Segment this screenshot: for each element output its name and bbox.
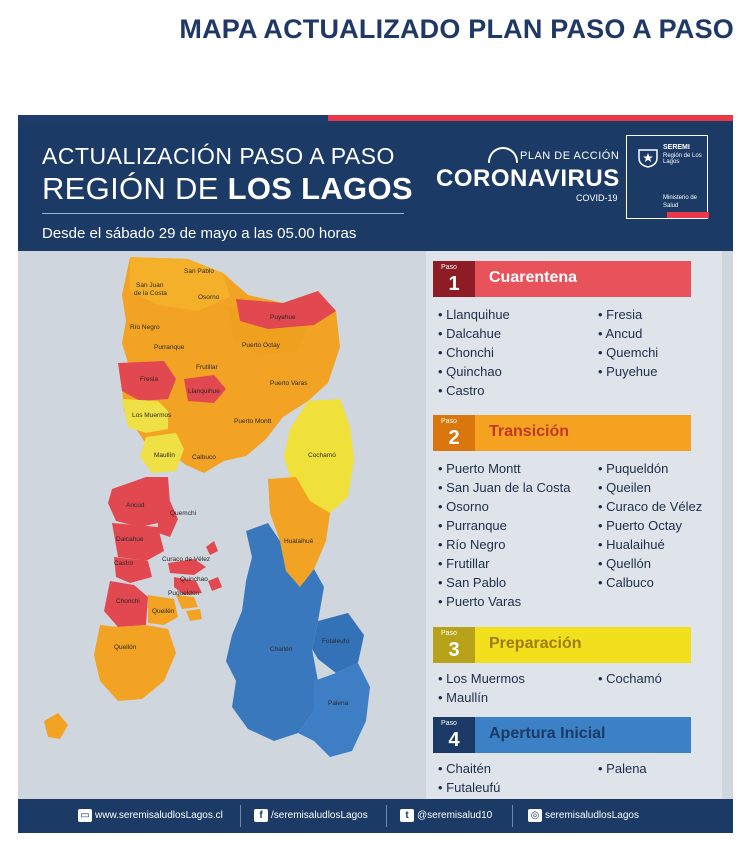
map-label-ancud: Ancud [126, 502, 145, 509]
phase-1-number: 1 [448, 273, 460, 295]
phase-2-muni: • Frutillar [438, 556, 490, 571]
phase-2-bar [433, 415, 691, 451]
phase-2-muni: • Purranque [438, 518, 507, 533]
map-label-palena: Palena [328, 700, 349, 707]
footer-separator [512, 805, 513, 827]
map-label-queilen: Queilén [152, 608, 175, 615]
phase-1-muni: • Quinchao [438, 364, 502, 379]
seremi-title: SEREMI [663, 144, 690, 151]
twitter-icon: t [400, 809, 414, 822]
phase-2-muni: • Osorno [438, 499, 489, 514]
phase-2-muni: • Puerto Montt [438, 461, 521, 476]
phase-2-muni: • Queilen [598, 480, 651, 495]
phase-4-number: 4 [448, 729, 460, 751]
phase-1-muni: • Fresia [598, 307, 642, 322]
plan-title: CORONAVIRUS [436, 165, 620, 192]
map-label-san-juan-2: de la Costa [134, 290, 167, 297]
map-label-rio-negro: Río Negro [130, 324, 160, 331]
phase-2-muni: • San Juan de la Costa [438, 480, 570, 495]
seremi-ministry: Ministerio de Salud [663, 195, 698, 209]
phase-1-bar [433, 261, 691, 297]
web-icon: ▭ [78, 809, 92, 822]
map-label-los-muermos: Los Muermos [132, 412, 172, 419]
phase-2-muni: • Puerto Octay [598, 518, 682, 533]
header-line1: ACTUALIZACIÓN PASO A PASO [42, 143, 395, 169]
map-label-puqueldon: Puqueldón [168, 590, 200, 597]
page-title: MAPA ACTUALIZADO PLAN PASO A PASO [179, 14, 734, 44]
phase-2-muni: • Río Negro [438, 537, 505, 552]
footer-separator [386, 805, 387, 827]
seremi-sub: Región de Los Lagos [663, 153, 702, 165]
header-region-name: LOS LAGOS [227, 171, 413, 206]
plan-sub: COVID-19 [576, 193, 618, 203]
phase-1-muni: • Ancud [598, 326, 642, 341]
phase-1-muni: • Puyehue [598, 364, 658, 379]
map-label-puyehue: Puyehue [270, 314, 296, 321]
phase-3-muni: • Maullín [438, 690, 488, 705]
map-label-san-pablo: San Pablo [184, 268, 214, 275]
map-label-puerto-varas: Puerto Varas [270, 380, 308, 387]
phase-2-muni: • Hualaihué [598, 537, 665, 552]
poster-header [18, 121, 733, 251]
phase-3-muni: • Los Muermos [438, 671, 525, 686]
chile-crest-icon [637, 146, 659, 168]
phase-2-muni: • Puqueldón [598, 461, 668, 476]
instagram-icon: ◎ [528, 809, 542, 822]
phase-1-paso: Paso [441, 264, 457, 271]
phase-2-name: Transición [489, 423, 570, 440]
map-label-frutillar: Frutillar [196, 364, 218, 371]
map-label-curaco: Curaco de Vélez [162, 556, 211, 563]
phase-1-muni: • Quemchi [598, 345, 658, 360]
poster-footer [18, 799, 733, 833]
phase-1-muni: • Llanquihue [438, 307, 510, 322]
map-label-hualaihue: Hualaihué [284, 538, 314, 545]
phases-panel [426, 251, 722, 799]
footer-web[interactable] [78, 809, 223, 822]
phase-1-muni: • Dalcahue [438, 326, 501, 341]
phase-4-muni: • Palena [598, 761, 647, 776]
footer-instagram-text: seremisaludlosLagos [545, 810, 639, 822]
phase-4-name: Apertura Inicial [489, 725, 606, 742]
phase-2-number: 2 [448, 427, 460, 449]
phase-2-muni: • Curaco de Vélez [598, 499, 702, 514]
map-label-quemchi: Quemchi [170, 510, 197, 517]
map-label-fresia: Fresia [140, 376, 159, 383]
map-label-futaleufu: Futaleufú [322, 638, 350, 645]
map-label-llanquihue: Llanquihue [188, 388, 220, 395]
phase-3-muni: • Cochamó [598, 671, 662, 686]
map-label-puerto-montt: Puerto Montt [234, 418, 272, 425]
phase-1-name: Cuarentena [489, 269, 578, 286]
footer-facebook-text: /seremisaludlosLagos [271, 810, 368, 822]
phase-2-paso: Paso [441, 418, 457, 425]
phase-4-muni: • Chaitén [438, 761, 491, 776]
phase-2-number-box [433, 415, 475, 451]
footer-web-text: www.seremisaludlosLagos.cl [95, 810, 223, 822]
map-label-osorno: Osorno [198, 294, 220, 301]
map-label-quellon: Quellón [114, 644, 137, 651]
phase-3-number-box [433, 627, 475, 663]
map-label-calbuco: Calbuco [192, 454, 216, 461]
phase-2-muni: • Calbuco [598, 575, 654, 590]
phase-3-name: Preparación [489, 635, 582, 652]
footer-facebook[interactable] [254, 809, 368, 822]
region-map [18, 251, 418, 799]
header-region-prefix: REGIÓN DE [42, 171, 228, 206]
phase-4-number-box [433, 717, 475, 753]
phase-1-muni: • Chonchi [438, 345, 494, 360]
map-label-quinchao: Quinchao [180, 576, 208, 583]
map-label-san-juan-1: San Juan [136, 282, 164, 289]
footer-twitter[interactable] [400, 809, 492, 822]
phase-4-bar [433, 717, 691, 753]
map-label-chaiten: Chaitén [270, 646, 293, 653]
phase-2-muni: • San Pablo [438, 575, 506, 590]
map-label-castro: Castro [114, 560, 134, 567]
plan-label: PLAN DE ACCIÓN [520, 150, 620, 162]
coronavirus-plan-logo [436, 143, 621, 213]
phase-1-number-box [433, 261, 475, 297]
footer-instagram[interactable] [528, 809, 639, 822]
map-label-purranque: Purranque [154, 344, 185, 351]
header-region [42, 171, 413, 207]
phase-3-paso: Paso [441, 630, 457, 637]
header-date: Desde el sábado 29 de mayo a las 05.00 horas [42, 225, 357, 242]
map-label-maullin: Maullín [154, 452, 175, 459]
facebook-icon: f [254, 809, 268, 822]
map-label-chonchi: Chonchi [116, 598, 140, 605]
header-divider [42, 213, 404, 214]
map-label-cochamo: Cochamó [308, 452, 336, 459]
footer-separator [240, 805, 241, 827]
footer-twitter-text: @seremisalud10 [417, 810, 493, 822]
map-label-puerto-octay: Puerto Octay [242, 342, 280, 349]
phase-2-muni: • Puerto Varas [438, 594, 521, 609]
phase-4-paso: Paso [441, 720, 457, 727]
phase-3-bar [433, 627, 691, 663]
phase-4-muni: • Futaleufú [438, 780, 500, 795]
phase-2-muni: • Quellón [598, 556, 651, 571]
seremi-logo [626, 135, 708, 219]
infographic-poster [18, 115, 733, 833]
phase-3-number: 3 [448, 639, 460, 661]
map-label-dalcahue: Dalcahue [116, 536, 144, 543]
phase-1-muni: • Castro [438, 383, 484, 398]
plan-sun-icon [488, 147, 518, 163]
